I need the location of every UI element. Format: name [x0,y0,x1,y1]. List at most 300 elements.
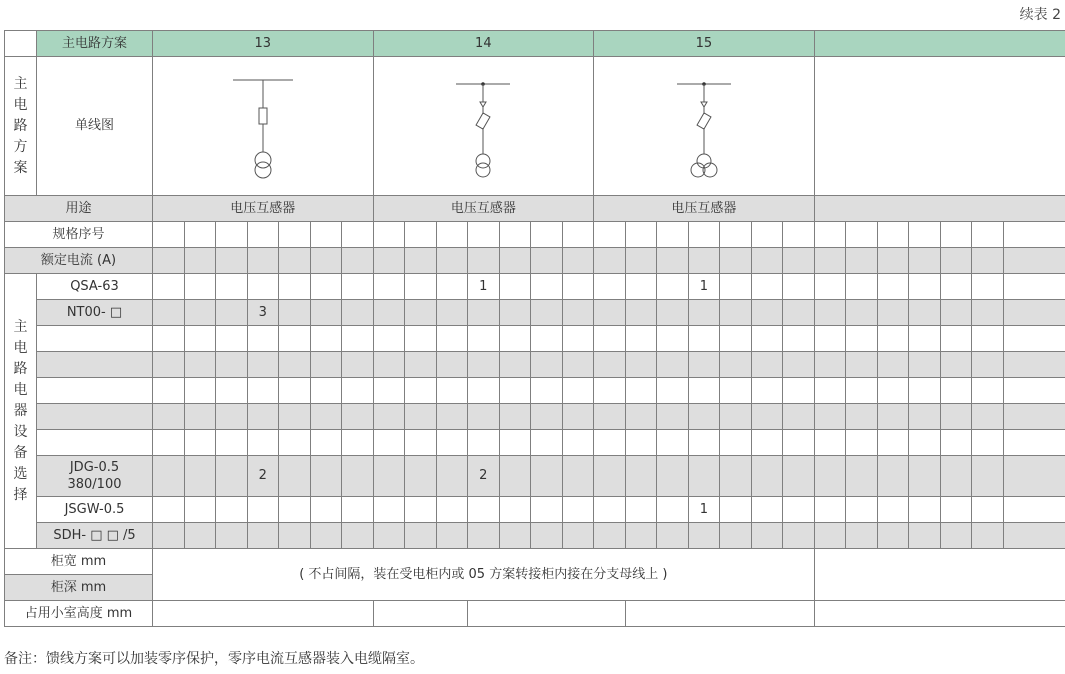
equipment-qty-cell [783,352,815,378]
equipment-qty-cell [342,352,374,378]
equipment-name: NT00- □ [37,300,153,326]
equipment-qty-cell [531,523,563,549]
spec-no-cell [594,222,626,248]
equipment-qty-cell [184,523,216,549]
equipment-qty-cell [688,430,720,456]
equipment-qty-cell [751,326,783,352]
equipment-qty-cell [216,404,248,430]
equipment-qty-cell [625,456,657,497]
spec-no-cell [184,222,216,248]
equipment-qty-cell [279,378,311,404]
equipment-qty-cell [468,497,500,523]
equipment-qty-cell [688,352,720,378]
spec-no-cell [783,222,815,248]
equipment-qty-cell [247,378,279,404]
equipment-qty-cell [279,326,311,352]
equipment-qty-cell [657,274,689,300]
equipment-qty-cell [814,274,846,300]
equipment-qty-cell [184,352,216,378]
equipment-qty-cell [940,430,972,456]
equipment-qty-cell [909,378,941,404]
equipment-qty-cell [909,300,941,326]
equipment-qty-cell [216,430,248,456]
equipment-qty-cell [153,404,185,430]
equipment-qty-cell [279,497,311,523]
equipment-qty-cell [468,378,500,404]
equipment-qty-cell [310,456,342,497]
equipment-qty-cell [909,456,941,497]
spec-no-cell [468,222,500,248]
rated-current-cell [562,248,594,274]
equipment-qty-cell [310,404,342,430]
equipment-qty-cell [594,430,626,456]
equipment-qty-cell [972,456,1004,497]
equipment-qty-cell [972,326,1004,352]
equipment-qty-cell [562,497,594,523]
equipment-qty-cell [531,352,563,378]
equipment-qty-cell [625,352,657,378]
equipment-qty-cell [720,404,752,430]
equipment-qty-cell [531,430,563,456]
equipment-qty-cell [846,523,878,549]
single-line-diagram-13 [218,64,308,184]
equipment-qty-cell [1003,497,1065,523]
equipment-qty-cell [688,523,720,549]
equipment-qty-cell [562,326,594,352]
equipment-qty-cell [499,404,531,430]
spec-no-cell [247,222,279,248]
spec-no-cell [940,222,972,248]
equipment-qty-cell: 3 [247,300,279,326]
equipment-qty-cell [688,300,720,326]
equipment-qty-cell [468,352,500,378]
equipment-qty-cell [153,523,185,549]
equipment-qty-cell [594,523,626,549]
equipment-qty-cell [846,456,878,497]
equipment-qty-cell [499,523,531,549]
rated-current-cell [184,248,216,274]
rated-current-cell [688,248,720,274]
rated-current-cell [247,248,279,274]
equipment-qty-cell [310,497,342,523]
diagram-cell-15 [594,57,815,196]
equipment-qty-cell [436,326,468,352]
equipment-qty-cell [1003,352,1065,378]
equipment-qty-cell [562,378,594,404]
equipment-qty-cell [940,274,972,300]
equipment-qty-cell [342,378,374,404]
equipment-qty-cell [468,523,500,549]
equipment-qty-cell [247,352,279,378]
equipment-qty-cell [625,497,657,523]
spec-no-cell [405,222,437,248]
equipment-qty-cell [814,523,846,549]
equipment-qty-cell [247,404,279,430]
equipment-qty-cell [373,326,405,352]
equipment-qty-cell [940,404,972,430]
equipment-qty-cell [216,274,248,300]
spec-no-cell [625,222,657,248]
spec-no-cell [751,222,783,248]
equipment-qty-cell [216,326,248,352]
equipment-qty-cell [720,378,752,404]
equipment-qty-cell [751,497,783,523]
equipment-qty-cell [814,497,846,523]
rated-current-cell [940,248,972,274]
equipment-qty-cell [625,430,657,456]
equipment-qty-cell [310,523,342,549]
equipment-qty-cell [783,430,815,456]
equipment-qty-cell [657,523,689,549]
equipment-qty-cell [342,456,374,497]
equipment-name [37,352,153,378]
equipment-qty-cell [846,378,878,404]
equipment-qty-cell [877,456,909,497]
rated-current-cell [877,248,909,274]
equipment-qty-cell [940,326,972,352]
equipment-qty-cell [184,274,216,300]
equipment-qty-cell [373,274,405,300]
equipment-qty-cell [247,430,279,456]
equipment-qty-cell [468,300,500,326]
equipment-qty-cell [468,430,500,456]
cabinet-blank [814,549,1065,601]
equipment-qty-cell [846,352,878,378]
equipment-name [37,378,153,404]
equipment-qty-cell [783,456,815,497]
equipment-qty-cell [310,352,342,378]
equipment-qty-cell: 2 [247,456,279,497]
equipment-name [37,326,153,352]
equipment-qty-cell [814,378,846,404]
cabinet-width-label: 柜宽 mm [5,549,153,575]
equipment-qty-cell [562,274,594,300]
usage-15: 电压互感器 [594,196,815,222]
equipment-qty-cell [877,300,909,326]
equipment-qty-cell [972,404,1004,430]
equipment-qty-cell [436,378,468,404]
equipment-qty-cell [405,352,437,378]
equipment-qty-cell [184,326,216,352]
equipment-qty-cell [373,352,405,378]
equipment-qty-cell [405,430,437,456]
equipment-qty-cell [499,497,531,523]
rated-current-cell [499,248,531,274]
scheme-blank-header [814,31,1065,57]
equipment-qty-cell [405,274,437,300]
equipment-qty-cell [216,300,248,326]
usage-label: 用途 [5,196,153,222]
equipment-qty-cell [594,497,626,523]
spec-no-cell [657,222,689,248]
equipment-qty-cell [499,326,531,352]
rated-current-cell [1003,248,1065,274]
equipment-qty-cell [216,456,248,497]
spec-no-cell [436,222,468,248]
diagram-cell-13 [153,57,374,196]
equipment-qty-cell [1003,404,1065,430]
equipment-qty-cell [342,300,374,326]
equipment-qty-cell [814,300,846,326]
equipment-qty-cell [562,523,594,549]
equipment-qty-cell [657,404,689,430]
equipment-qty-cell [1003,523,1065,549]
equipment-qty-cell [184,300,216,326]
spec-no-cell [531,222,563,248]
equipment-qty-cell [373,430,405,456]
equipment-qty-cell [153,274,185,300]
equipment-qty-cell [436,523,468,549]
equipment-qty-cell [751,523,783,549]
equipment-qty-cell [783,404,815,430]
rated-current-label: 额定电流 (A) [5,248,153,274]
equipment-qty-cell [720,497,752,523]
spec-no-cell [846,222,878,248]
equipment-qty-cell [657,352,689,378]
rated-current-cell [657,248,689,274]
equipment-name: JDG-0.5 380/100 [37,456,153,497]
equipment-qty-cell [279,523,311,549]
equipment-qty-cell [216,523,248,549]
equipment-qty-cell [342,326,374,352]
spec-no-cell [720,222,752,248]
equipment-qty-cell [499,352,531,378]
rated-current-cell [625,248,657,274]
equipment-qty-cell [594,274,626,300]
equipment-qty-cell [279,456,311,497]
equipment-qty-cell [846,430,878,456]
equipment-qty-cell [814,352,846,378]
equipment-qty-cell [972,430,1004,456]
spec-no-cell [814,222,846,248]
equipment-qty-cell [279,430,311,456]
equipment-qty-cell [972,497,1004,523]
equipment-qty-cell [720,274,752,300]
equipment-name: SDH- □ □ /5 [37,523,153,549]
equipment-qty-cell [720,300,752,326]
equipment-qty-cell [846,326,878,352]
equipment-qty-cell [972,300,1004,326]
rated-current-cell [153,248,185,274]
equipment-qty-cell [783,497,815,523]
equipment-qty-cell [751,352,783,378]
equipment-qty-cell [877,497,909,523]
equipment-qty-cell: 1 [688,274,720,300]
equipment-qty-cell [625,274,657,300]
equipment-qty-cell [373,523,405,549]
equipment-qty-cell [877,430,909,456]
spec-no-cell [310,222,342,248]
equipment-qty-cell [909,497,941,523]
equipment-qty-cell [562,430,594,456]
equipment-qty-cell [531,378,563,404]
equipment-qty-cell [184,497,216,523]
compartment-blank [814,601,1065,627]
equipment-qty-cell [594,456,626,497]
equipment-qty-cell [499,430,531,456]
rated-current-cell [846,248,878,274]
equipment-qty-cell [814,430,846,456]
rated-current-cell [279,248,311,274]
equipment-qty-cell [153,497,185,523]
equipment-qty-cell [342,274,374,300]
equipment-qty-cell [436,497,468,523]
scheme-15-header: 15 [594,31,815,57]
equipment-qty-cell [562,404,594,430]
usage-blank [814,196,1065,222]
equipment-qty-cell [657,378,689,404]
equipment-qty-cell [657,497,689,523]
equipment-qty-cell [531,274,563,300]
equipment-qty-cell [153,300,185,326]
equipment-qty-cell [1003,274,1065,300]
equipment-qty-cell [468,326,500,352]
equipment-qty-cell [436,430,468,456]
equipment-qty-cell [342,430,374,456]
equipment-qty-cell [279,404,311,430]
diagram-label: 单线图 [37,57,153,196]
rated-current-cell [436,248,468,274]
corner-cell [5,31,37,57]
equipment-qty-cell [405,497,437,523]
equipment-qty-cell [436,456,468,497]
equipment-qty-cell [751,404,783,430]
equipment-qty-cell [153,378,185,404]
equipment-qty-cell [657,300,689,326]
equipment-qty-cell [625,300,657,326]
rated-current-cell [972,248,1004,274]
equipment-qty-cell: 1 [688,497,720,523]
scheme-13-header: 13 [153,31,374,57]
equipment-qty-cell [342,523,374,549]
equipment-qty-cell [720,430,752,456]
equipment-qty-cell [688,326,720,352]
equipment-qty-cell [531,326,563,352]
spec-no-cell [279,222,311,248]
equipment-qty-cell [625,404,657,430]
spec-no-cell [972,222,1004,248]
scheme-header-label: 主电路方案 [37,31,153,57]
compartment-15 [625,601,814,627]
equipment-qty-cell [688,378,720,404]
equipment-name: QSA-63 [37,274,153,300]
equipment-qty-cell [720,523,752,549]
rated-current-cell [468,248,500,274]
equipment-qty-cell [625,523,657,549]
equipment-qty-cell [499,456,531,497]
equipment-qty-cell [153,456,185,497]
equipment-qty-cell [751,456,783,497]
compartment-13 [153,601,374,627]
equipment-qty-cell [562,352,594,378]
equipment-qty-cell [436,300,468,326]
equipment-qty-cell [247,523,279,549]
equipment-qty-cell [1003,326,1065,352]
equipment-qty-cell [153,430,185,456]
rated-current-cell [751,248,783,274]
equipment-qty-cell [310,430,342,456]
spec-no-cell [499,222,531,248]
table-caption: 续表 2 [1019,7,1061,23]
spec-no-cell [688,222,720,248]
equipment-qty-cell [279,274,311,300]
rated-current-cell [216,248,248,274]
compartment-height-label: 占用小室高度 mm [5,601,153,627]
equipment-qty-cell [940,456,972,497]
single-line-diagram-14 [438,64,528,184]
spec-no-cell [342,222,374,248]
equipment-qty-cell [342,497,374,523]
equipment-qty-cell [531,300,563,326]
equipment-qty-cell [184,378,216,404]
equipment-qty-cell [940,378,972,404]
equipment-qty-cell [1003,300,1065,326]
compartment-14a [373,601,468,627]
equipment-qty-cell [310,326,342,352]
equipment-qty-cell [972,352,1004,378]
single-line-diagram-15 [659,64,749,184]
rated-current-cell [909,248,941,274]
equipment-qty-cell [940,352,972,378]
equipment-qty-cell [247,326,279,352]
equipment-qty-cell [720,352,752,378]
equipment-qty-cell [940,523,972,549]
equipment-qty-cell [562,300,594,326]
cabinet-note: ( 不占间隔，装在受电柜内或 05 方案转接柜内接在分支母线上 ) [153,549,815,601]
equipment-qty-cell [216,352,248,378]
equipment-qty-cell [436,274,468,300]
equipment-qty-cell [153,352,185,378]
equipment-qty-cell [499,378,531,404]
equipment-qty-cell [436,352,468,378]
equipment-qty-cell: 2 [468,456,500,497]
spec-table [4,30,1065,627]
diagram-cell-blank [814,57,1065,196]
equipment-qty-cell [499,274,531,300]
equipment-qty-cell [657,456,689,497]
diagram-cell-14 [373,57,594,196]
equipment-qty-cell [373,456,405,497]
spec-no-cell [877,222,909,248]
equipment-qty-cell [594,300,626,326]
equipment-qty-cell [783,378,815,404]
equipment-qty-cell [814,456,846,497]
equipment-qty-cell [909,430,941,456]
equipment-qty-cell [751,300,783,326]
spec-no-cell [153,222,185,248]
equipment-qty-cell [1003,430,1065,456]
equipment-qty-cell [373,378,405,404]
equipment-qty-cell [279,352,311,378]
equipment-qty-cell [846,300,878,326]
equipment-qty-cell [436,404,468,430]
equipment-qty-cell [877,523,909,549]
equipment-qty-cell [153,326,185,352]
equipment-qty-cell [531,497,563,523]
equipment-qty-cell [783,523,815,549]
equipment-qty-cell [625,378,657,404]
rated-current-cell [594,248,626,274]
equipment-qty-cell [814,404,846,430]
usage-14: 电压互感器 [373,196,594,222]
equipment-name [37,430,153,456]
equipment-qty-cell [625,326,657,352]
equipment-qty-cell [247,274,279,300]
equipment-qty-cell [594,404,626,430]
equipment-qty-cell [846,274,878,300]
equipment-name [37,404,153,430]
equipment-qty-cell [405,404,437,430]
